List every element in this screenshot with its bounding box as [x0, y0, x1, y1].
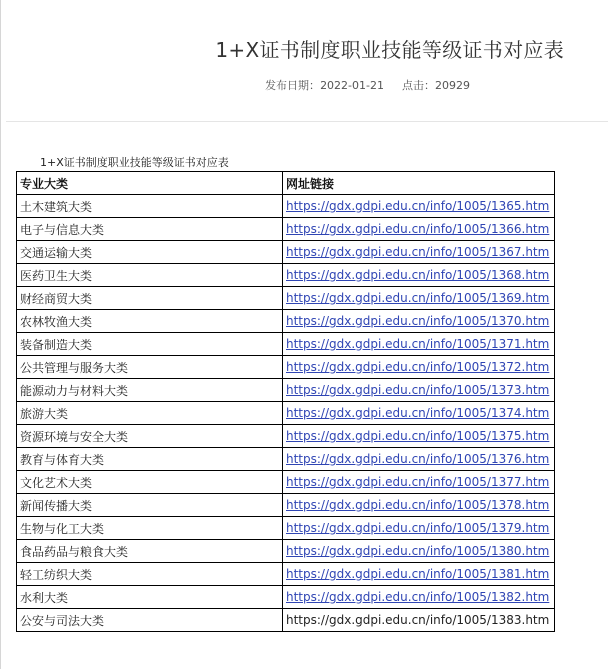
publish-date: 2022-01-21 — [320, 79, 384, 92]
table-row — [17, 379, 555, 402]
table-row — [17, 218, 555, 241]
table-row — [17, 402, 555, 425]
table-caption: 1+X证书制度职业技能等级证书对应表 — [40, 156, 229, 169]
category-link[interactable]: https://gdx.gdpi.edu.cn/info/1005/1381.htm — [286, 567, 550, 581]
table-row — [17, 241, 555, 264]
table-row — [17, 563, 555, 586]
category-cell: 农林牧渔大类 — [17, 310, 283, 333]
category-link[interactable]: https://gdx.gdpi.edu.cn/info/1005/1375.htm — [286, 429, 550, 443]
category-cell: 文化艺术大类 — [17, 471, 283, 494]
category-cell: 资源环境与安全大类 — [17, 425, 283, 448]
article-meta — [0, 77, 608, 93]
category-link[interactable]: https://gdx.gdpi.edu.cn/info/1005/1376.htm — [286, 452, 550, 466]
url-cell — [283, 287, 555, 310]
category-cell: 财经商贸大类 — [17, 287, 283, 310]
category-link[interactable]: https://gdx.gdpi.edu.cn/info/1005/1378.htm — [286, 498, 550, 512]
category-cell: 轻工纺织大类 — [17, 563, 283, 586]
table-row — [17, 471, 555, 494]
category-cell: 电子与信息大类 — [17, 218, 283, 241]
category-link[interactable]: https://gdx.gdpi.edu.cn/info/1005/1368.htm — [286, 268, 550, 282]
url-cell — [283, 379, 555, 402]
category-link[interactable]: https://gdx.gdpi.edu.cn/info/1005/1373.htm — [286, 383, 550, 397]
table-row — [17, 540, 555, 563]
category-cell: 旅游大类 — [17, 402, 283, 425]
category-cell: 装备制造大类 — [17, 333, 283, 356]
certificate-table — [16, 171, 555, 632]
category-cell: 交通运输大类 — [17, 241, 283, 264]
category-cell: 能源动力与材料大类 — [17, 379, 283, 402]
url-cell — [283, 517, 555, 540]
category-cell: 新闻传播大类 — [17, 494, 283, 517]
category-link[interactable]: https://gdx.gdpi.edu.cn/info/1005/1366.htm — [286, 222, 550, 236]
url-cell — [283, 540, 555, 563]
category-cell: 公安与司法大类 — [17, 609, 283, 632]
column-header-url: 网址链接 — [283, 172, 555, 195]
url-cell — [283, 356, 555, 379]
table-row — [17, 586, 555, 609]
table-row — [17, 195, 555, 218]
category-link[interactable]: https://gdx.gdpi.edu.cn/info/1005/1367.htm — [286, 245, 550, 259]
url-cell — [283, 494, 555, 517]
url-cell — [283, 563, 555, 586]
url-cell — [283, 471, 555, 494]
table-row — [17, 425, 555, 448]
table-row — [17, 333, 555, 356]
table-row — [17, 310, 555, 333]
category-link[interactable]: https://gdx.gdpi.edu.cn/info/1005/1369.htm — [286, 291, 550, 305]
table-row — [17, 287, 555, 310]
category-link[interactable]: https://gdx.gdpi.edu.cn/info/1005/1380.htm — [286, 544, 550, 558]
click-count: 20929 — [435, 79, 470, 92]
column-header-category: 专业大类 — [17, 172, 283, 195]
category-cell: 教育与体育大类 — [17, 448, 283, 471]
category-link[interactable]: https://gdx.gdpi.edu.cn/info/1005/1370.htm — [286, 314, 550, 328]
category-cell: 水利大类 — [17, 586, 283, 609]
url-cell — [283, 264, 555, 287]
click-count-label: 点击： — [402, 79, 435, 92]
url-cell — [283, 218, 555, 241]
table-header-row — [17, 172, 555, 195]
url-cell — [283, 333, 555, 356]
url-cell — [283, 425, 555, 448]
table-row — [17, 609, 555, 632]
category-url-text: https://gdx.gdpi.edu.cn/info/1005/1383.htm — [286, 613, 550, 627]
category-cell: 食品药品与粮食大类 — [17, 540, 283, 563]
header-divider — [6, 121, 608, 122]
url-cell — [283, 609, 555, 632]
table-row — [17, 448, 555, 471]
category-cell: 医药卫生大类 — [17, 264, 283, 287]
table-body — [17, 195, 555, 632]
url-cell — [283, 448, 555, 471]
category-cell: 土木建筑大类 — [17, 195, 283, 218]
category-link[interactable]: https://gdx.gdpi.edu.cn/info/1005/1382.htm — [286, 590, 550, 604]
page-title: 1+X证书制度职业技能等级证书对应表 — [215, 38, 564, 62]
category-link[interactable]: https://gdx.gdpi.edu.cn/info/1005/1371.htm — [286, 337, 550, 351]
table-row — [17, 517, 555, 540]
category-cell: 公共管理与服务大类 — [17, 356, 283, 379]
table-row — [17, 264, 555, 287]
category-link[interactable]: https://gdx.gdpi.edu.cn/info/1005/1365.htm — [286, 199, 550, 213]
url-cell — [283, 310, 555, 333]
table-row — [17, 356, 555, 379]
url-cell — [283, 402, 555, 425]
category-cell: 生物与化工大类 — [17, 517, 283, 540]
url-cell — [283, 586, 555, 609]
category-link[interactable]: https://gdx.gdpi.edu.cn/info/1005/1372.htm — [286, 360, 550, 374]
left-border — [0, 0, 1, 669]
url-cell — [283, 241, 555, 264]
publish-date-label: 发布日期： — [265, 79, 321, 92]
url-cell — [283, 195, 555, 218]
table-row — [17, 494, 555, 517]
category-link[interactable]: https://gdx.gdpi.edu.cn/info/1005/1377.htm — [286, 475, 550, 489]
category-link[interactable]: https://gdx.gdpi.edu.cn/info/1005/1379.htm — [286, 521, 550, 535]
category-link[interactable]: https://gdx.gdpi.edu.cn/info/1005/1374.htm — [286, 406, 550, 420]
